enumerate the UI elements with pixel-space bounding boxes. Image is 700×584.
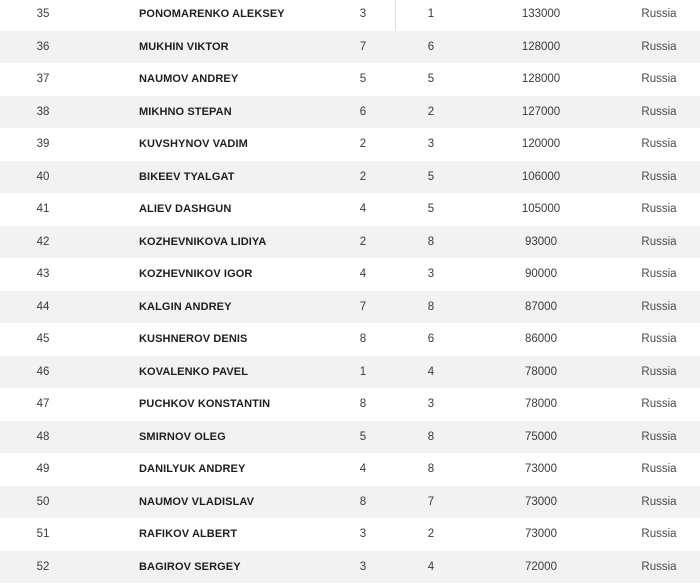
player-name-cell: KALGIN ANDREY xyxy=(139,300,232,313)
country-cell: Russia xyxy=(641,495,677,508)
player-name-cell: KOVALENKO PAVEL xyxy=(139,365,249,378)
table-row xyxy=(0,388,700,421)
country-cell: Russia xyxy=(641,398,677,410)
player-name-cell: KUSHNEROV DENIS xyxy=(139,333,248,345)
stat-b-cell: 8 xyxy=(427,463,435,475)
player-name-cell: MIKHNO STEPAN xyxy=(139,105,232,118)
rank-cell: 52 xyxy=(36,560,50,573)
country-cell: Russia xyxy=(641,333,677,345)
player-name-cell: NAUMOV VLADISLAV xyxy=(139,495,255,508)
stat-b-cell: 2 xyxy=(427,105,435,118)
stat-a-cell: 4 xyxy=(359,268,367,280)
country-cell: Russia xyxy=(641,463,677,475)
stat-a-cell: 5 xyxy=(359,73,367,85)
stat-b-cell: 6 xyxy=(427,40,435,53)
prize-cell: 78000 xyxy=(525,365,557,378)
prize-cell: 86000 xyxy=(525,333,557,345)
stat-a-cell: 8 xyxy=(359,333,367,345)
table-row xyxy=(0,226,700,259)
table-row xyxy=(0,63,700,96)
stat-a-cell: 4 xyxy=(359,463,367,475)
table-row xyxy=(0,258,700,291)
stat-b-cell: 5 xyxy=(427,203,435,215)
stat-a-cell: 8 xyxy=(359,398,367,410)
table-row xyxy=(0,31,700,64)
table-row xyxy=(0,356,700,389)
table-row xyxy=(0,0,700,31)
prize-cell: 73000 xyxy=(525,528,557,540)
rank-cell: 45 xyxy=(36,333,50,345)
player-name-cell: KOZHEVNIKOV IGOR xyxy=(139,268,253,280)
country-cell: Russia xyxy=(641,170,677,183)
prize-cell: 127000 xyxy=(521,105,561,118)
stat-b-cell: 4 xyxy=(427,365,435,378)
player-name-cell: PUCHKOV KONSTANTIN xyxy=(139,398,271,410)
stat-b-cell: 8 xyxy=(427,430,435,443)
stat-b-cell: 5 xyxy=(427,73,435,85)
prize-cell: 133000 xyxy=(521,8,561,20)
table-row xyxy=(0,518,700,551)
stat-b-cell: 8 xyxy=(427,300,435,313)
prize-cell: 128000 xyxy=(521,73,561,85)
prize-cell: 128000 xyxy=(521,40,561,53)
rank-cell: 35 xyxy=(36,8,50,20)
player-name-cell: MUKHIN VIKTOR xyxy=(139,40,229,53)
table-row xyxy=(0,161,700,194)
table-row xyxy=(0,551,700,584)
column-divider xyxy=(395,0,396,32)
rank-cell: 40 xyxy=(36,170,50,183)
prize-cell: 120000 xyxy=(521,138,561,150)
stat-b-cell: 6 xyxy=(427,333,435,345)
player-name-cell: KUVSHYNOV VADIM xyxy=(139,138,248,150)
country-cell: Russia xyxy=(641,73,677,85)
stat-a-cell: 3 xyxy=(359,560,367,573)
rank-cell: 41 xyxy=(36,203,50,215)
prize-cell: 105000 xyxy=(521,203,561,215)
table-row xyxy=(0,486,700,519)
rank-cell: 39 xyxy=(36,138,50,150)
stat-a-cell: 2 xyxy=(359,235,367,248)
stat-a-cell: 3 xyxy=(359,528,367,540)
prize-cell: 72000 xyxy=(525,560,557,573)
stat-a-cell: 2 xyxy=(359,138,367,150)
prize-cell: 87000 xyxy=(525,300,557,313)
rank-cell: 38 xyxy=(36,105,50,118)
country-cell: Russia xyxy=(641,430,677,443)
rank-cell: 49 xyxy=(36,463,50,475)
player-name-cell: KOZHEVNIKOVA LIDIYA xyxy=(139,235,267,248)
stat-b-cell: 8 xyxy=(427,235,435,248)
stat-a-cell: 7 xyxy=(359,300,367,313)
country-cell: Russia xyxy=(641,138,677,150)
stat-b-cell: 3 xyxy=(427,398,435,410)
stat-b-cell: 2 xyxy=(427,528,435,540)
table-row xyxy=(0,453,700,486)
prize-cell: 90000 xyxy=(525,268,557,280)
prize-cell: 78000 xyxy=(525,398,557,410)
player-name-cell: ALIEV DASHGUN xyxy=(139,203,232,215)
table-row xyxy=(0,193,700,226)
rank-cell: 36 xyxy=(36,40,50,53)
rank-cell: 42 xyxy=(36,235,50,248)
stat-a-cell: 6 xyxy=(359,105,367,118)
rank-cell: 51 xyxy=(36,528,50,540)
rank-cell: 44 xyxy=(36,300,50,313)
country-cell: Russia xyxy=(641,40,677,53)
stat-b-cell: 4 xyxy=(427,560,435,573)
stat-b-cell: 3 xyxy=(427,268,435,280)
prize-cell: 75000 xyxy=(525,430,557,443)
table-row xyxy=(0,96,700,129)
country-cell: Russia xyxy=(641,365,677,378)
stat-a-cell: 3 xyxy=(359,8,367,20)
player-name-cell: BAGIROV SERGEY xyxy=(139,560,241,573)
table-row xyxy=(0,323,700,356)
rank-cell: 50 xyxy=(36,495,50,508)
stat-a-cell: 7 xyxy=(359,40,367,53)
stat-b-cell: 3 xyxy=(427,138,435,150)
rank-cell: 47 xyxy=(36,398,50,410)
country-cell: Russia xyxy=(641,560,677,573)
stat-a-cell: 4 xyxy=(359,203,367,215)
rank-cell: 43 xyxy=(36,268,50,280)
country-cell: Russia xyxy=(641,235,677,248)
player-name-cell: RAFIKOV ALBERT xyxy=(139,528,238,540)
prize-cell: 73000 xyxy=(525,463,557,475)
player-name-cell: BIKEEV TYALGAT xyxy=(139,170,235,183)
rank-cell: 48 xyxy=(36,430,50,443)
player-name-cell: NAUMOV ANDREY xyxy=(139,73,239,85)
stat-a-cell: 1 xyxy=(359,365,367,378)
prize-cell: 73000 xyxy=(525,495,557,508)
country-cell: Russia xyxy=(641,528,677,540)
stat-b-cell: 1 xyxy=(427,8,435,20)
player-name-cell: SMIRNOV OLEG xyxy=(139,430,226,443)
stat-b-cell: 5 xyxy=(427,170,435,183)
prize-cell: 106000 xyxy=(521,170,561,183)
country-cell: Russia xyxy=(641,203,677,215)
stat-a-cell: 8 xyxy=(359,495,367,508)
country-cell: Russia xyxy=(641,8,677,20)
player-name-cell: DANILYUK ANDREY xyxy=(139,463,246,475)
rank-cell: 46 xyxy=(36,365,50,378)
country-cell: Russia xyxy=(641,268,677,280)
country-cell: Russia xyxy=(641,300,677,313)
rank-cell: 37 xyxy=(36,73,50,85)
stat-b-cell: 7 xyxy=(427,495,435,508)
table-row xyxy=(0,128,700,161)
prize-cell: 93000 xyxy=(525,235,557,248)
table-row xyxy=(0,291,700,324)
country-cell: Russia xyxy=(641,105,677,118)
table-row xyxy=(0,421,700,454)
player-name-cell: PONOMARENKO ALEKSEY xyxy=(139,8,285,20)
stat-a-cell: 2 xyxy=(359,170,367,183)
stat-a-cell: 5 xyxy=(359,430,367,443)
